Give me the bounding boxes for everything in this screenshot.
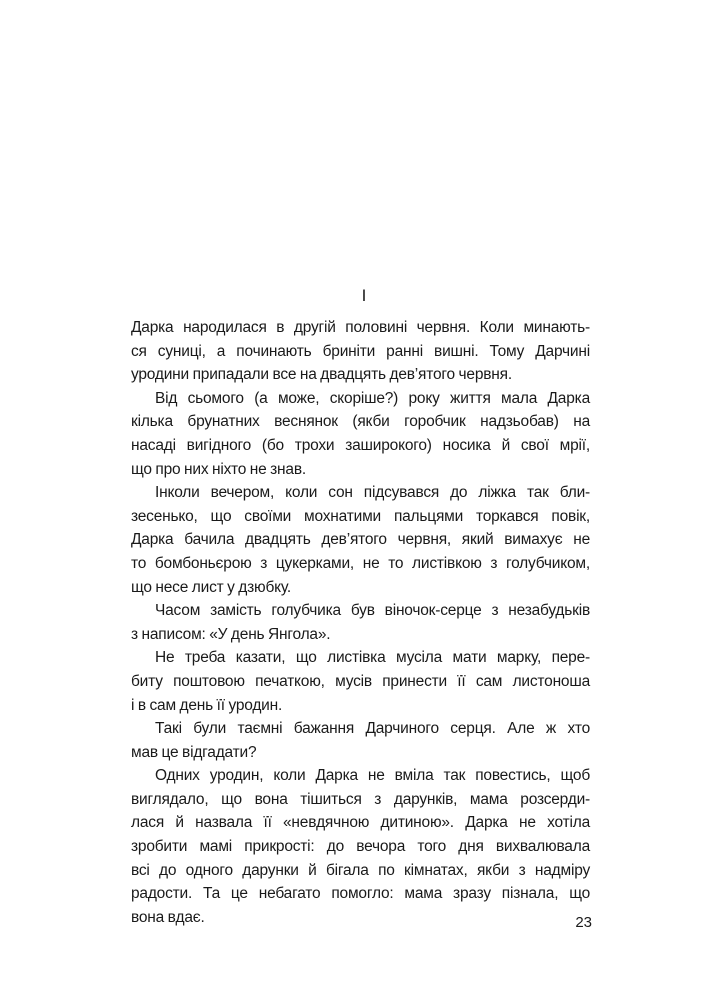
text-line: мав це відгадати? [131,743,257,761]
text-line: ся суниці, а починають бриніти ранні вишні. Тому Дарчині [131,342,590,360]
paragraph [131,764,590,929]
text-line: всі до одного дарунки й бігала по кімнатах, якби з надміру [131,861,590,879]
text-line: з написом: «У день Янгола». [131,625,331,643]
text-line: Від сьомого (а може, скоріше?) року життя мала Дарка [155,389,590,407]
text-line: радости. Та це небагато помогло: мама зразу пізнала, що [131,885,590,903]
text-line: зробити мамі прикрості: до вечора того дня вихвалювала [131,838,590,856]
text-line: зесенько, що своїми мохнатими пальцями торкався повік, [131,507,590,525]
text-line: уродини припадали все на двадцять дев’ятого червня. [131,366,512,384]
text-line: Дарка бачила двадцять дев’ятого червня, який вимахує не [131,531,590,549]
text-line: Дарка народилася в другій половині червня. Коли минають- [131,319,590,336]
text-line: насаді вигідного (бо трохи заширокого) носика й свої мрії, [131,436,590,454]
text-line: то бомбоньєрою з цукерками, не то листівкою з голубчиком, [131,554,590,572]
chapter-heading: I [361,286,367,305]
paragraph [131,717,590,764]
text-line: Такі були таємні бажання Дарчиного серця. Але ж хто [155,720,590,738]
text-line: що про них ніхто не знав. [131,460,306,478]
paragraph [131,481,590,599]
text-line: Не треба казати, що листівка мусіла мати марку, пере- [155,649,590,667]
paragraph [131,387,590,481]
page-number: 23 [575,914,592,931]
body-text [131,316,590,929]
text-line: і в сам день її уродин. [131,696,283,714]
paragraph [131,316,590,387]
paragraph [131,646,590,717]
text-line: що несе лист у дзюбку. [131,578,291,596]
text-line: Часом замість голубчика був віночок-серце з незабудьків [155,602,590,620]
text-line: кілька брунатних веснянок (якби горобчик надзьобав) на [131,413,590,431]
text-line: лася й назвала її «невдячною дитиною». Дарка не хотіла [131,814,590,832]
text-line: Одних уродин, коли Дарка не вміла так повестись, щоб [155,767,590,785]
paragraph [131,599,590,646]
text-line: вона вдає. [131,908,205,926]
text-line: Інколи вечером, коли сон підсувався до ліжка так бли- [155,484,590,502]
text-line: биту поштовою печаткою, мусів принести її сам листоноша [131,672,590,690]
text-line: виглядало, що вона тішиться з дарунків, мама розсерди- [131,790,590,808]
